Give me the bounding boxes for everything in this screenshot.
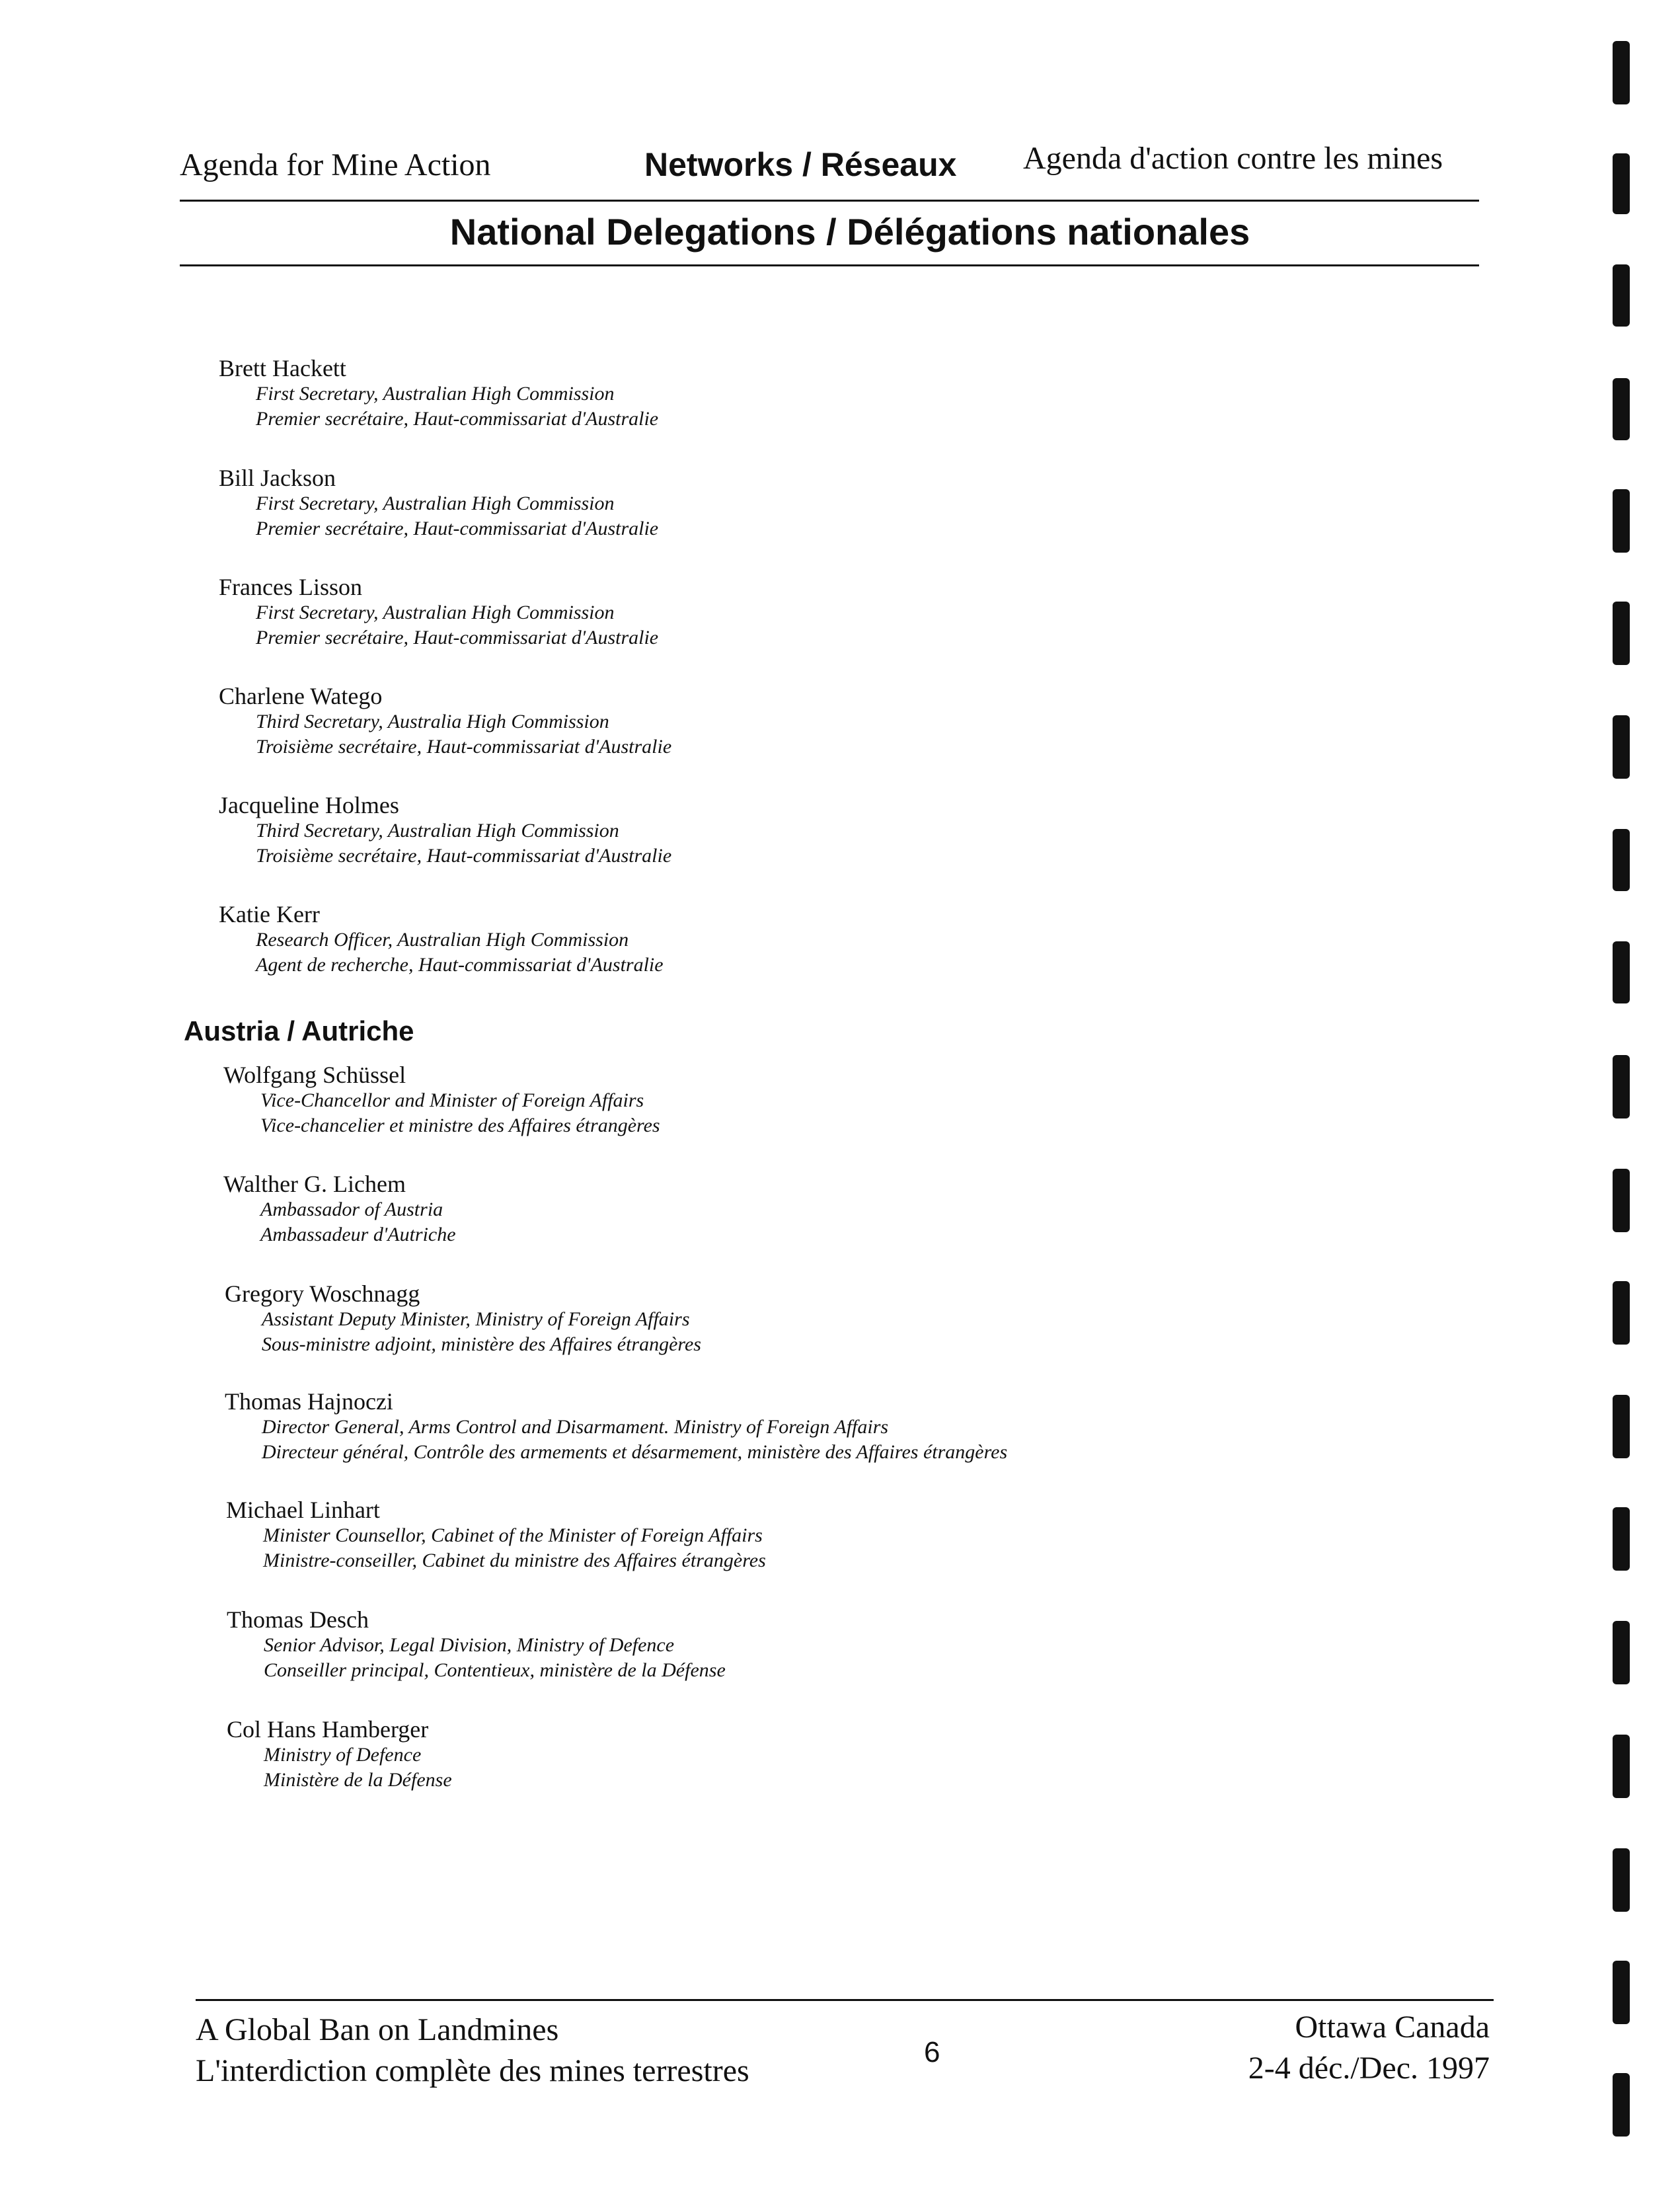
- delegate-role-en: Assistant Deputy Minister, Ministry of Foreign Affairs: [262, 1308, 690, 1330]
- header-rule-top: [180, 200, 1479, 202]
- delegate-role-fr: Troisième secrétaire, Haut-commissariat d'Australie: [256, 845, 672, 867]
- delegate-name: Michael Linhart: [226, 1497, 380, 1523]
- delegate-role-fr: Vice-chancelier et ministre des Affaires étrangères: [260, 1115, 660, 1136]
- delegate-name: Walther G. Lichem: [223, 1171, 406, 1197]
- delegate-name: Col Hans Hamberger: [227, 1716, 429, 1743]
- binding-mark: [1613, 1055, 1630, 1119]
- page-number: 6: [924, 2036, 940, 2068]
- binding-mark: [1613, 41, 1630, 104]
- binding-mark: [1613, 489, 1630, 553]
- binding-mark: [1613, 602, 1630, 665]
- footer-right-line2: 2-4 déc./Dec. 1997: [1248, 2051, 1490, 2086]
- delegate-entry: [223, 1062, 660, 1138]
- delegate-role-fr: Sous-ministre adjoint, ministère des Affaires étrangères: [262, 1333, 701, 1355]
- binding-mark: [1613, 1621, 1630, 1684]
- binding-mark: [1613, 1169, 1630, 1232]
- binding-mark: [1613, 1507, 1630, 1571]
- delegate-entry: [219, 683, 671, 760]
- delegate-entry: [225, 1280, 701, 1357]
- header-rule-bottom: [180, 264, 1479, 266]
- delegate-name: Katie Kerr: [219, 901, 320, 927]
- delegate-role-en: Vice-Chancellor and Minister of Foreign Affairs: [260, 1089, 644, 1111]
- delegate-entry: [225, 1388, 1007, 1465]
- binding-mark: [1613, 715, 1630, 779]
- delegate-role-fr: Premier secrétaire, Haut-commissariat d'Australie: [256, 627, 659, 648]
- footer-right: [1248, 2007, 1490, 2089]
- delegate-entry: [226, 1497, 766, 1573]
- delegate-role-en: Minister Counsellor, Cabinet of the Minister of Foreign Affairs: [263, 1524, 763, 1546]
- binding-mark: [1613, 2073, 1630, 2137]
- delegate-entry: [219, 355, 658, 432]
- delegate-role-en: Director General, Arms Control and Disarmament. Ministry of Foreign Affairs: [262, 1416, 889, 1438]
- footer-left-line2: L'interdiction complète des mines terrestres: [196, 2053, 749, 2088]
- delegate-name: Charlene Watego: [219, 683, 383, 709]
- delegate-role-fr: Premier secrétaire, Haut-commissariat d'Australie: [256, 518, 659, 539]
- country-heading: Austria / Autriche: [184, 1015, 414, 1046]
- delegate-role-en: First Secretary, Australian High Commission: [256, 383, 615, 405]
- binding-mark: [1613, 1735, 1630, 1798]
- delegate-entry: [227, 1716, 452, 1793]
- page-title: National Delegations / Délégations nationales: [449, 211, 1250, 253]
- delegate-role-fr: Ambassadeur d'Autriche: [260, 1224, 456, 1245]
- delegate-name: Wolfgang Schüssel: [223, 1062, 406, 1088]
- binding-mark: [1613, 1961, 1630, 2024]
- delegate-role-fr: Ministre-conseiller, Cabinet du ministre des Affaires étrangères: [263, 1550, 766, 1571]
- delegate-role-en: Third Secretary, Australian High Commission: [256, 820, 619, 842]
- delegate-role-en: Senior Advisor, Legal Division, Ministry of Defence: [264, 1634, 675, 1656]
- binding-mark: [1613, 153, 1630, 214]
- footer-left: [196, 2010, 749, 2092]
- header-right: Agenda d'action contre les mines: [1023, 141, 1443, 176]
- delegate-role-fr: Agent de recherche, Haut-commissariat d'Australie: [256, 954, 664, 976]
- footer-right-line1: Ottawa Canada: [1295, 2010, 1490, 2045]
- delegate-entry: [219, 465, 658, 541]
- delegate-name: Jacqueline Holmes: [219, 792, 399, 818]
- delegate-role-en: First Secretary, Australian High Commission: [256, 492, 615, 514]
- delegate-entry: [219, 574, 658, 650]
- binding-mark: [1613, 1848, 1630, 1912]
- delegate-role-en: Third Secretary, Australia High Commission: [256, 711, 609, 732]
- binding-mark: [1613, 829, 1630, 891]
- delegate-entry: [227, 1606, 726, 1683]
- delegate-name: Frances Lisson: [219, 574, 362, 600]
- delegate-entry: [219, 901, 664, 978]
- delegate-role-fr: Directeur général, Contrôle des armements et désarmement, ministère des Affaires étrangères: [262, 1441, 1008, 1463]
- delegate-name: Gregory Woschnagg: [225, 1280, 420, 1307]
- delegate-entry: [223, 1171, 456, 1247]
- header-center: Networks / Réseaux: [644, 146, 957, 183]
- footer-rule: [196, 1999, 1494, 2001]
- delegate-role-fr: Premier secrétaire, Haut-commissariat d'Australie: [256, 408, 659, 430]
- binding-mark: [1613, 1281, 1630, 1345]
- binding-mark: [1613, 941, 1630, 1003]
- delegate-role-fr: Ministère de la Défense: [264, 1769, 452, 1791]
- header-left: Agenda for Mine Action: [180, 147, 491, 182]
- footer-left-line1: A Global Ban on Landmines: [196, 2012, 559, 2047]
- delegate-name: Brett Hackett: [219, 355, 346, 381]
- binding-mark: [1613, 378, 1630, 440]
- delegate-role-fr: Conseiller principal, Contentieux, ministère de la Défense: [264, 1659, 726, 1681]
- delegate-name: Thomas Desch: [227, 1606, 369, 1633]
- delegate-role-en: Research Officer, Australian High Commission: [256, 929, 629, 951]
- delegate-role-fr: Troisième secrétaire, Haut-commissariat d'Australie: [256, 736, 672, 758]
- delegate-role-en: First Secretary, Australian High Commission: [256, 602, 615, 623]
- delegate-role-en: Ambassador of Austria: [260, 1198, 443, 1220]
- delegate-name: Thomas Hajnoczi: [225, 1388, 393, 1415]
- delegate-name: Bill Jackson: [219, 465, 336, 491]
- binding-mark: [1613, 1395, 1630, 1458]
- delegate-role-en: Ministry of Defence: [264, 1744, 422, 1766]
- binding-mark: [1613, 264, 1630, 327]
- delegate-entry: [219, 792, 671, 869]
